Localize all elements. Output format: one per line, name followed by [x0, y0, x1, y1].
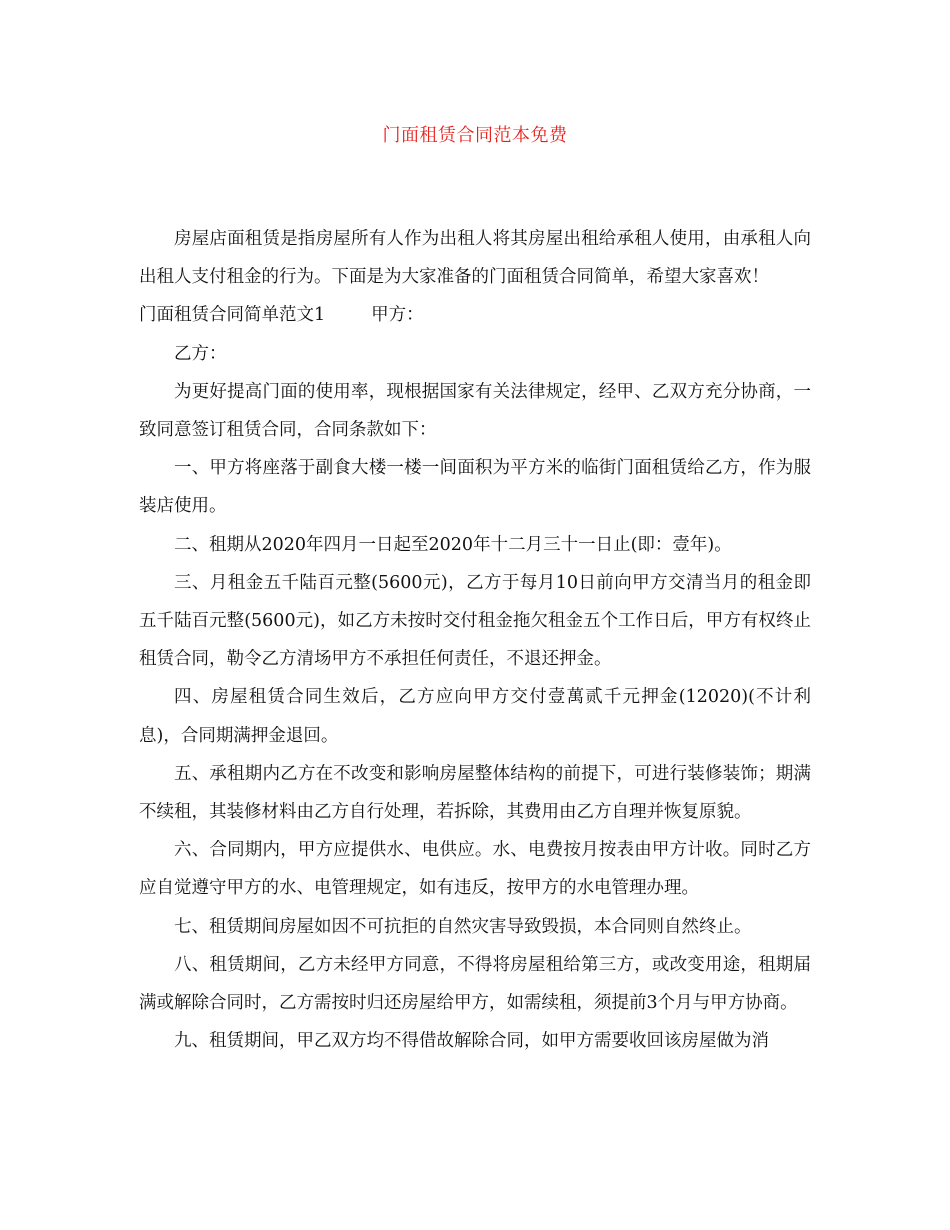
clause-paragraph: 三、月租金五千陆百元整(5600元)，乙方于每月10日前向甲方交清当月的租金即五千陆百元整(5600元)，如乙方未按时交付租金拖欠租金五个工作日后，甲方有权终止租赁合同，勒令乙方清场甲方不承担任何责任，不退还押金。 [139, 572, 811, 670]
clause-paragraph: 七、租赁期间房屋如因不可抗拒的自然灾害导致毁损，本合同则自然终止。 [174, 916, 752, 937]
clause-paragraph: 一、甲方将座落于副食大楼一楼一间面积为平方米的临街门面租赁给乙方，作为服装店使用。 [139, 458, 811, 517]
clause-paragraph: 八、租赁期间，乙方未经甲方同意，不得将房屋租给第三方，或改变用途，租期届满或解除合同时，乙方需按时归还房屋给甲方，如需续租，须提前3个月与甲方协商。 [139, 954, 811, 1014]
sample-heading-line [139, 296, 811, 334]
clause-paragraph: 六、合同期内，甲方应提供水、电供应。水、电费按月按表由甲方计收。同时乙方应自觉遵守甲方的水、电管理规定，如有违反，按甲方的水电管理办理。 [139, 840, 811, 899]
clause-paragraph: 四、房屋租赁合同生效后，乙方应向甲方交付壹萬贰千元押金(12020)(不计利息)，合同期满押金退回。 [139, 687, 811, 746]
preamble-paragraph: 为更好提高门面的使用率，现根据国家有关法律规定，经甲、乙双方充分协商，一致同意签订租赁合同，合同条款如下： [139, 381, 811, 441]
sample-heading: 门面租赁合同简单范文1 [139, 305, 326, 326]
party-b-label: 乙方： [174, 343, 227, 364]
party-a-label: 甲方： [371, 305, 424, 326]
document-body [139, 220, 811, 1060]
clause-paragraph: 五、承租期内乙方在不改变和影响房屋整体结构的前提下，可进行装修装饰；期满不续租，其装修材料由乙方自行处理，若拆除，其费用由乙方自理并恢复原貌。 [139, 763, 811, 823]
document-title: 门面租赁合同范本免费 [382, 125, 568, 146]
clause-paragraph: 二、租期从2020年四月一日起至2020年十二月三十一日止(即：壹年)。 [174, 534, 732, 555]
clause-paragraph: 九、租赁期间，甲乙双方均不得借故解除合同，如甲方需要收回该房屋做为消 [174, 1031, 769, 1052]
intro-paragraph: 房屋店面租赁是指房屋所有人作为出租人将其房屋出租给承租人使用，由承租人向出租人支付租金的行为。下面是为大家准备的门面租赁合同简单，希望大家喜欢！ [139, 229, 811, 288]
